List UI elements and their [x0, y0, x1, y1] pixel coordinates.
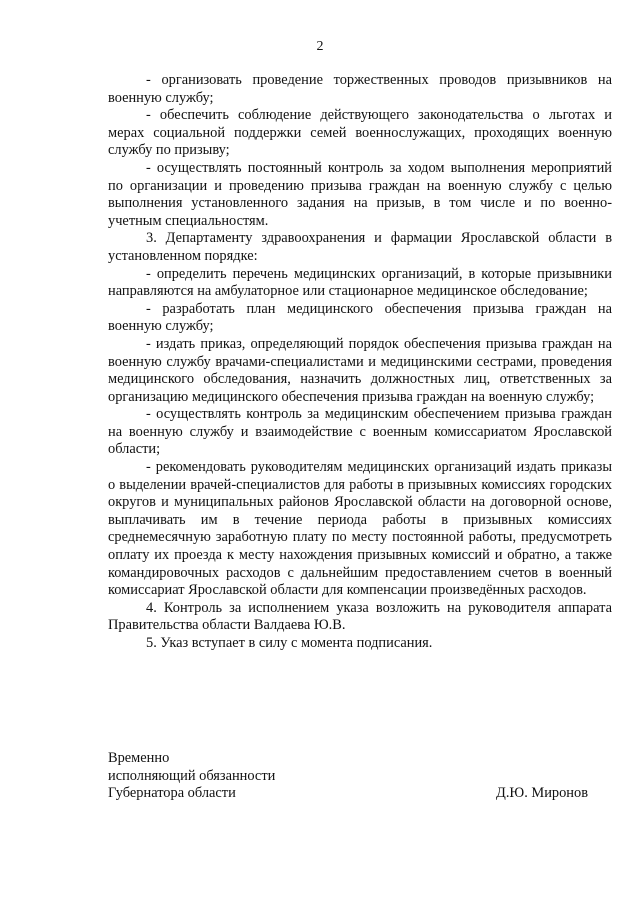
signature-title-line-2: исполняющий обязанности — [108, 767, 276, 784]
paragraph-issue-order: - издать приказ, определяющий порядок обеспечения призыва граждан на военную службу врачами-специалистами и медицинскими сестрами, проведения медицинского обследования, назначить должностных лиц, ответственных за организацию медицинского обеспечения призыва граждан на военную службу; — [108, 335, 612, 405]
signatory-name: Д.Ю. Миронов — [496, 785, 588, 802]
signature-final-row — [108, 785, 612, 803]
signature-block — [108, 750, 612, 803]
paragraph-control-conscription: - осуществлять постоянный контроль за ходом выполнения мероприятий по организации и проведению призыва граждан на военную службу с целью выполнения установленного задания на призыв, в том числе и по военно-учетным специальностям. — [108, 159, 612, 229]
paragraph-medical-control: - осуществлять контроль за медицинским обеспечением призыва граждан на военную службу и взаимодействие с военным комиссариатом Ярославской области; — [108, 406, 612, 458]
document-body — [108, 72, 612, 653]
paragraph-legislation-compliance: - обеспечить соблюдение действующего законодательства о льготах и мерах социальной поддержки семей военнослужащих, проходящих военную службу по призыву; — [108, 107, 612, 159]
paragraph-medical-support-plan: - разработать план медицинского обеспечения призыва граждан на военную службу; — [108, 300, 612, 335]
paragraph-item-5-effect: 5. Указ вступает в силу с момента подписания. — [146, 635, 433, 651]
paragraph-recommend-heads: - рекомендовать руководителям медицинских организаций издать приказы о выделении врачей-специалистов для работы в призывных комиссиях городских округов и муниципальных районов Ярославской области на договорной основе, выплачивать им в течение периода работы в призывных комиссиях среднемесячную заработную плату по месту постоянной работы, предусмотреть оплату их проезда к месту нахождения призывных комиссий и обратно, а также командировочных расходов с дальнейшим предоставлением счетов в военный комиссариат Ярославской области для компенсации произведённых расходов. — [108, 459, 612, 599]
page-number: 2 — [316, 39, 324, 54]
paragraph-seeoff-ceremony: - организовать проведение торжественных проводов призывников на военную службу; — [108, 72, 612, 106]
paragraph-define-medical-organizations: - определить перечень медицинских организаций, в которые призывники направляются на амбулаторное или стационарное медицинское обследование; — [108, 265, 612, 300]
signature-title-line-1: Временно — [108, 750, 170, 766]
paragraph-item-3-health-department: 3. Департаменту здравоохранения и фармации Ярославской области в установленном порядке: — [108, 230, 612, 264]
paragraph-item-4-control: 4. Контроль за исполнением указа возложить на руководителя аппарата Правительства области Валдаева Ю.В. — [108, 599, 612, 634]
signature-title-line-3: Губернатора области — [108, 785, 236, 802]
